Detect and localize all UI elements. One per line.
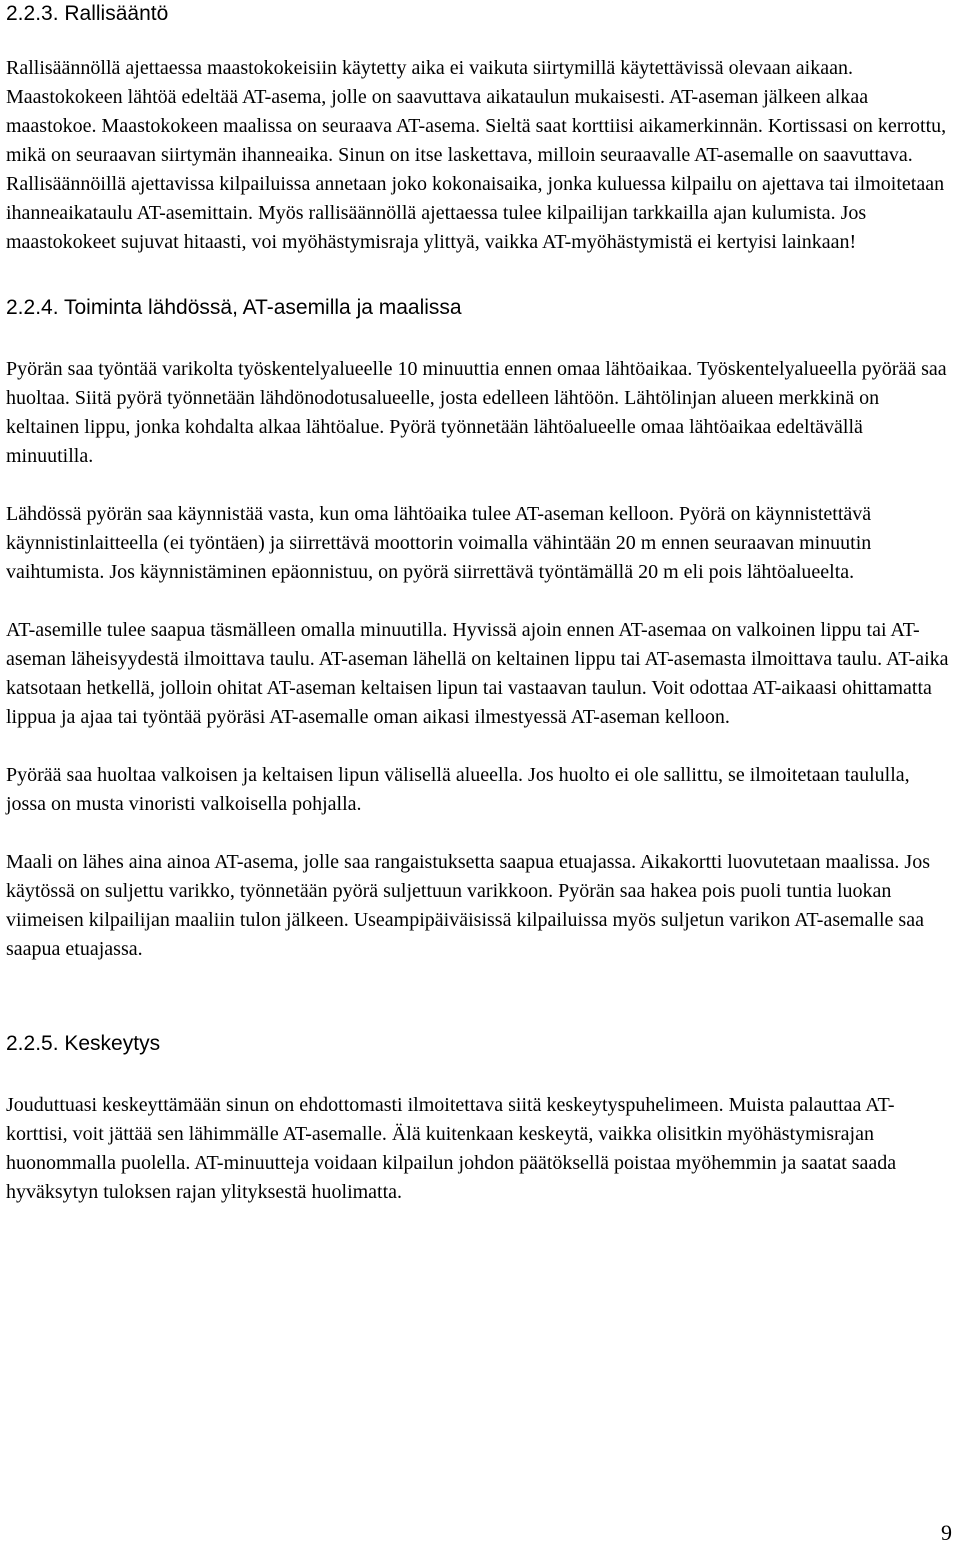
paragraph: Pyörää saa huoltaa valkoisen ja keltaisen lipun välisellä alueella. Jos huolto ei ole sallittu, se ilmoitetaan taululla, jossa on musta vinoristi valkoisella pohjalla. xyxy=(6,764,910,815)
section-heading-keskeytys: 2.2.5. Keskeytys xyxy=(6,1032,161,1055)
page-number: 9 xyxy=(941,1520,952,1545)
document-page xyxy=(6,0,950,1207)
section-heading-toiminta: 2.2.4. Toiminta lähdössä, AT-asemilla ja maalissa xyxy=(6,296,462,319)
paragraph: Rallisäännöllä ajettaessa maastokokeisiin käytetty aika ei vaikuta siirtymillä käytettävissä olevaan aikaan. Maastokokeen lähtöä edeltää AT-asema, jolle on saavuttava aikataulun mukaisesti. AT-aseman jälkeen alkaa maastokoe. Maastokokeen maalissa on seuraava AT-asema. Sieltä saat korttiisi aikamerkinnän. Kortissasi on kerrottu, mikä on seuraavan siirtymän ihanneaika. Sinun on itse laskettava, milloin seuraavalle AT-asemalle on saavuttava. Rallisäännöillä ajettavissa kilpailuissa annetaan joko kokonaisaika, jonka kuluessa kilpailu on ajettava tai ilmoitetaan ihanneaikataulu AT-asemittain. Myös rallisäännöllä ajettaessa tulee kilpailijan tarkkailla ajan kulumista. Jos maastokokeet sujuvat hitaasti, voi myöhästymisraja ylittyä, vaikka AT-myöhästymistä ei kertyisi lainkaan! xyxy=(6,57,947,253)
section-heading-rallisaanto: 2.2.3. Rallisääntö xyxy=(6,2,169,25)
paragraph: Pyörän saa työntää varikolta työskentelyalueelle 10 minuuttia ennen omaa lähtöaikaa. Työskentelyalueella pyörää saa huoltaa. Siitä pyörä työnnetään lähdönodotusalueelle, josta edelleen lähtöön. Lähtölinjan alueen merkkinä on keltainen lippu, jonka kohdalta alkaa lähtöalue. Pyörä työnnetään lähtöalueelle omaa lähtöaikaa edeltävällä minuutilla. xyxy=(6,358,947,467)
paragraph: Lähdössä pyörän saa käynnistää vasta, kun oma lähtöaika tulee AT-aseman kelloon. Pyörä on käynnistettävä käynnistinlaitteella (ei työntäen) ja siirrettävä moottorin voimalla vähintään 20 m ennen seuraavan minuutin vaihtumista. Jos käynnistäminen epäonnistuu, on pyörä siirrettävä työntämällä 20 m eli pois lähtöalueelta. xyxy=(6,503,872,583)
paragraph: AT-asemille tulee saapua täsmälleen omalla minuutilla. Hyvissä ajoin ennen AT-asemaa on valkoinen lippu tai AT-aseman läheisyydestä ilmoittava taulu. AT-aseman lähellä on keltainen lippu tai AT-asemasta ilmoittava taulu. AT-aika katsotaan hetkellä, jolloin ohitat AT-aseman keltaisen lipun tai vastaavan taulun. Voit odottaa AT-aikaasi ohittamatta lippua ja ajaa tai työntää pyöräsi AT-asemalle oman aikasi ilmestyessä AT-aseman kelloon. xyxy=(6,619,949,728)
paragraph: Jouduttuasi keskeyttämään sinun on ehdottomasti ilmoitettava siitä keskeytyspuhelimeen. Muista palauttaa AT-korttisi, voit jättää sen lähimmälle AT-asemalle. Älä kuitenkaan keskeytä, vaikka olisitkin myöhästymisrajan huonommalla puolella. AT-minuutteja voidaan kilpailun johdon päätöksellä poistaa myöhemmin ja saatat saada hyväksytyn tuloksen rajan ylityksestä huolimatta. xyxy=(6,1094,897,1203)
paragraph: Maali on lähes aina ainoa AT-asema, jolle saa rangaistuksetta saapua etuajassa. Aikakortti luovutetaan maalissa. Jos käytössä on suljettu varikko, työnnetään pyörä suljettuun varikkoon. Pyörän saa hakea pois puoli tuntia luokan viimeisen kilpailijan maaliin tulon jälkeen. Useampipäiväisissä kilpailuissa myös suljetun varikon AT-asemalle saa saapua etuajassa. xyxy=(6,851,930,960)
